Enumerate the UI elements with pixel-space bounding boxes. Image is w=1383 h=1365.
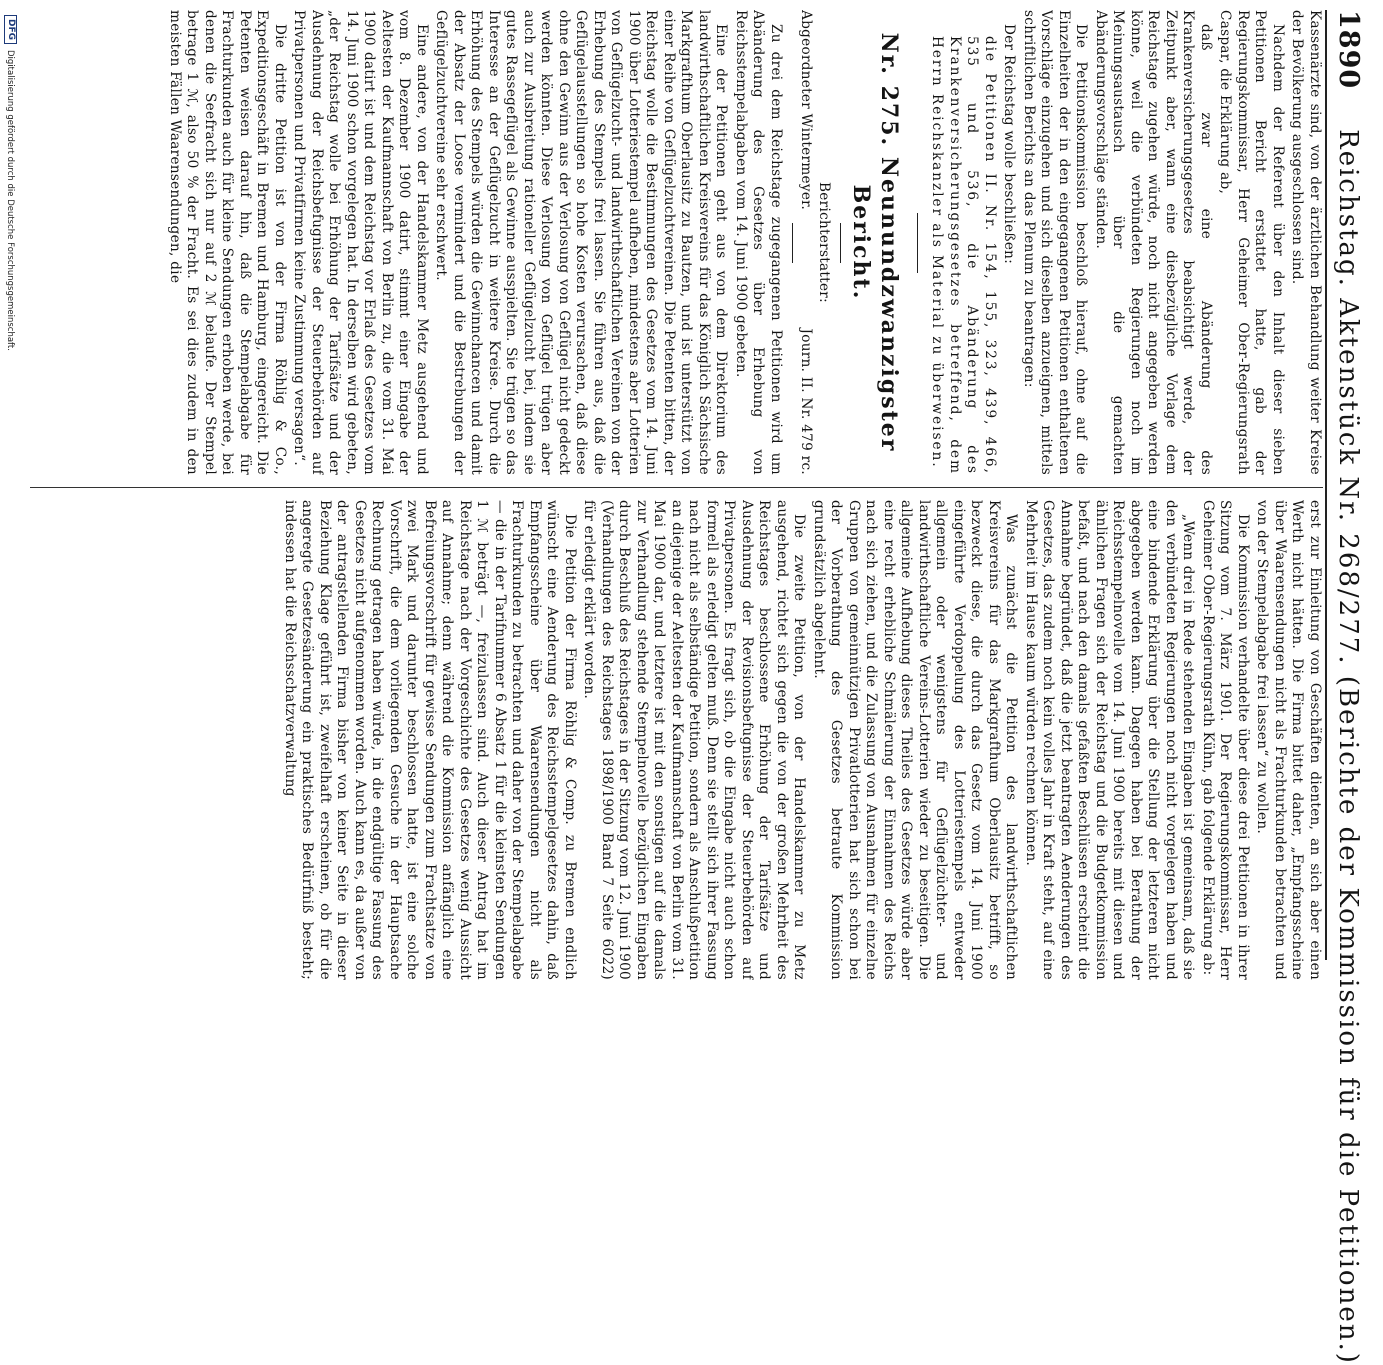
paragraph: Die zweite Petition, von der Handelskammer zu Metz ausgehend, richtet sich gegen die von der großen Mehrheit des Reichstages beschlossene Erhöhung der Tarifsätze und Ausdehnung der Revisionsbefugnisse der Steuerbehörden auf Privatpersonen. Es fragt sich, ob die Eingabe nicht auch schon formell als erledigt gelten muß. Denn sie stellt sich ihrer Fassung nach nicht als selbständige Petition, sondern als Anschlußpetition an diejenige der Aeltesten der Kaufmannschaft von Berlin vom 31. Mai 1900 dar, und letztere ist mit den sonstigen auf die damals zur Verhandlung stehende Stempelnovelle bezüglichen Eingaben durch Beschluß des Reichstages in der Sitzung vom 12. Juni 1900 (Verhandlungen des Reichstages 1898/1900 Band 7 Seite 6022) für erledigt erklärt worden. [581, 500, 808, 980]
paragraph: Zu drei dem Reichstage zugegangenen Petitionen wird um Abänderung des Gesetzes über Erhebung von Reichsstempelabgaben vom 14. Juni 1900 gebeten. [733, 10, 784, 475]
section-title: Nr. 275. Neunundzwanzigster Bericht. [848, 32, 902, 453]
paragraph: Eine andere, von der Handelskammer Metz ausgehend und vom 8. Dezember 1900 datirt, stimmt einer Eingabe der Aeltesten der Kaufmannschaft von Berlin zu, die vom 31. Mai 1900 datirt ist und dem Reichstag vor Erlaß des Gesetzes vom 14. Juni 1900 schon vorgelegen hat. In derselben wird gebeten, „der Reichstag wolle bei Erhöhung der Tarifsätze und der Ausdehnung der Reichsbefugnisse der Steuerbehörden auf Privatpersonen und Privatfirmen keine Zustimmung versagen“. [291, 10, 430, 475]
digitization-credit [4, 15, 17, 351]
credit-text: Digitalisierung gefördert durch die Deutsche Forschungsgemeinschaft. [5, 50, 16, 351]
page-header [1333, 10, 1373, 1365]
dfg-logo: DFG [4, 15, 17, 44]
paragraph: Was zunächst die Petition des landwirthschaftlichen Kreisvereins für das Markgrafthum Oberlausitz betrifft, so bezweckt diese, die durch das Gesetz vom 14. Juni 1900 eingeführte Verdoppelung des Lotteriestempels entweder allgemein oder wenigstens für Geflügelzüchter- und landwirthschaftliche Vereins-Lotterien wieder zu beseitigen. Die allgemeine Aufhebung dieses Theiles des Gesetzes würde aber eine recht erhebliche Schmälerung der Einnahmen des Reichs nach sich ziehen, und die Zulassung von Ausnahmen für einzelne Gruppen von gemeinnützigen Privatlotterien hat sich schon bei der Vorberathung des Gesetzes betraute Kommission grundsätzlich abgelehnt. [811, 500, 1020, 980]
reporter-label: Berichterstatter: [816, 182, 832, 303]
paragraph: „Wenn drei in Rede stehenden Eingaben ist gemeinsam, daß sie den verbündeten Regierungen noch nicht vorgelegen haben und eine bindende Erklärung über die Stellung der letzteren nicht abgegeben werden kann. Dagegen haben bei Berathung der Reichsstempelnovelle vom 14. Juni 1900 bereits mit diesen und ähnlichen Fragen sich der Reichstag und die Budgetkommission befaßt, und nach den damals gefaßten Beschlüssen erscheint die Annahme begründet, daß die jetzt beantragten Aenderungen des Gesetzes, das zudem noch kein volles Jahr in Kraft steht, auf eine Mehrheit im Hause kaum würden rechnen können. [1023, 500, 1197, 980]
paragraph: Eine der Petitionen geht aus von dem Direktorium des landwirthschaftlichen Kreisvereins für das Königlich Sächsische Markgrafthum Oberlausitz zu Bautzen, und ist unterstützt von einer Reihe von Geflügelzuchtvereinen. Die Petenten bitten, der Reichstag wolle die Bestimmungen des Gesetzes vom 14. Juni 1900 über Lotteriestempel aufheben, mindestens aber Lotterien von Geflügelzucht- und landwirthschaftlichen Vereinen von der Erhebung des Stempels frei lassen. Sie führen aus, daß die Geflügelausstellungen so hohe Kosten verursachen, daß diese ohne den Gewinn aus der Verlosung von Geflügel nicht gedeckt werden könnten. Diese Verlosung von Geflügel trügen aber auch zur Ausbreitung rationeller Geflügelzucht bei, indem sie gutes Rassegeflügel als Gewinne ausspielten. Sie trügen so das Interesse an der Geflügelzucht in weitere Kreise. Durch die Erhöhung des Stempels würden die Gewinnchancen und damit der Absatz der Loose vermindert und die Bestrebungen der Geflügelzuchtvereine sehr erschwert. [433, 10, 730, 475]
header-rule [1325, 10, 1327, 960]
paragraph: Kassenärzte sind, von der ärztlichen Behandlung weiter Kreise der Bevölkerung ausgeschlossen sind. [1289, 10, 1323, 475]
journal-reference: Journ. II. Nr. 479 rc. [798, 328, 815, 475]
paragraph: daß zwar eine Abänderung des Krankenversicherungsgesetzes beabsichtigt werde, der Zeitpunkt aber, wann eine diesbezügliche Vorlage dem Reichstage zugehen würde, noch nicht angegeben werden könne, weil die verbündeten Regierungen noch im Meinungsaustausch über die gemachten Abänderungsvorschläge ständen. [1093, 10, 1214, 475]
reporter-name: Abgeordneter Wintermeyer. [798, 10, 815, 211]
paragraph: Der Reichstag wolle beschließen: [1001, 24, 1018, 265]
paragraph: Die Petitionskommission beschloß hierauf, ohne auf die Einzelheiten der in den eingegangenen Petitionen enthaltenen Vorschläge einzugehen und sich dieselben anzueignen, mittels schriftlichen Berichts an das Plenum zu beantragen: [1021, 10, 1090, 475]
paragraph: Die Petition der Firma Röhlig & Comp. zu Bremen endlich wünscht eine Aenderung des Reichsstempelgesetzes dahin, daß Empfangsscheine über Waarensendungen nicht als Frachturkunden zu betrachten und daher von der Stempelabgabe — die in der Tarifnummer 6 Absatz 1 für die kleinsten Sendungen 1 ℳ beträgt —, freizulassen sind. Auch dieser Antrag hat im Reichstage nach der Vorgeschichte des Gesetzes wenig Aussicht auf Annahme; denn während die Kommission anfänglich eine Befreiungsvorschrift für gewisse Sendungen zum Frachtsatze von zwei Mark und darunter beschlossen hatte, ist eine solche Vorschrift, die dem vorliegenden Gesuche in der Hauptsache Rechnung getragen haben würde, in die endgültige Fassung des Gesetzes nicht aufgenommen worden. Auch kann es, da außer von der antragstellenden Firma bisher von keiner Seite in dieser Beziehung Klage geführt ist, zweifelhaft erscheinen, ob für die angeregte Gesetzesänderung ein praktisches Bedürfniß besteht; indessen hat die Reichsschatzverwaltung [282, 500, 578, 980]
paragraph: Die dritte Petition ist von der Firma Röhlig & Co., Expeditionsgeschäft in Bremen und Hamburg, eingereicht. Die Petenten weisen darauf hin, daß die Stempelabgabe für Frachturkunden auch für kleine Sendungen erhoben werde, bei denen die Seefracht sich nur auf 2 ℳ belaufe. Der Stempel betrage 1 ℳ, also 50 % der Fracht. Es sei dies zudem in den meisten Fällen Waarensendungen, die [167, 10, 288, 475]
resolution-text: die Petitionen II. Nr. 154, 155, 323, 439, 466, 535 und 536, die Abänderung des Krankenversicherungsgesetzes betreffend, dem Herrn Reichskanzler als Material zu überweisen. [929, 36, 998, 475]
reporter-divider [792, 223, 793, 263]
running-title: Reichstag. Aktenstück Nr. 268/277. (Berichte der Kommission für die Petitionen.) [1333, 129, 1363, 1365]
section-divider [917, 213, 918, 273]
title-divider [840, 223, 841, 263]
column-separator [30, 487, 1323, 488]
left-column [30, 10, 1323, 475]
right-column [30, 500, 1323, 980]
paragraph: Nachdem der Referent über den Inhalt dieser sieben Petitionen Bericht erstattet hatte, gab der Regierungskommissar, Herr Geheimer Ober-Regierungsrath Caspar, die Erklärung ab, [1217, 10, 1286, 475]
reporter-row [797, 10, 815, 475]
paragraph: Die Kommission verhandelte über diese drei Petitionen in ihrer Sitzung vom 7. März 1901. Der Regierungskommissar, Herr Geheimer Ober-Regierungsrath Kühn, gab folgende Erklärung ab: [1200, 500, 1251, 980]
page-number: 1890 [1333, 10, 1364, 90]
paragraph: erst zur Einleitung von Geschäften dienten, an sich aber einen Werth nicht hätten. Die Firma bittet daher, „Empfangsscheine über Waarensendungen nicht als Frachturkunden betrachten und von der Stempelabgabe frei lassen“ zu wollen. [1254, 500, 1323, 980]
